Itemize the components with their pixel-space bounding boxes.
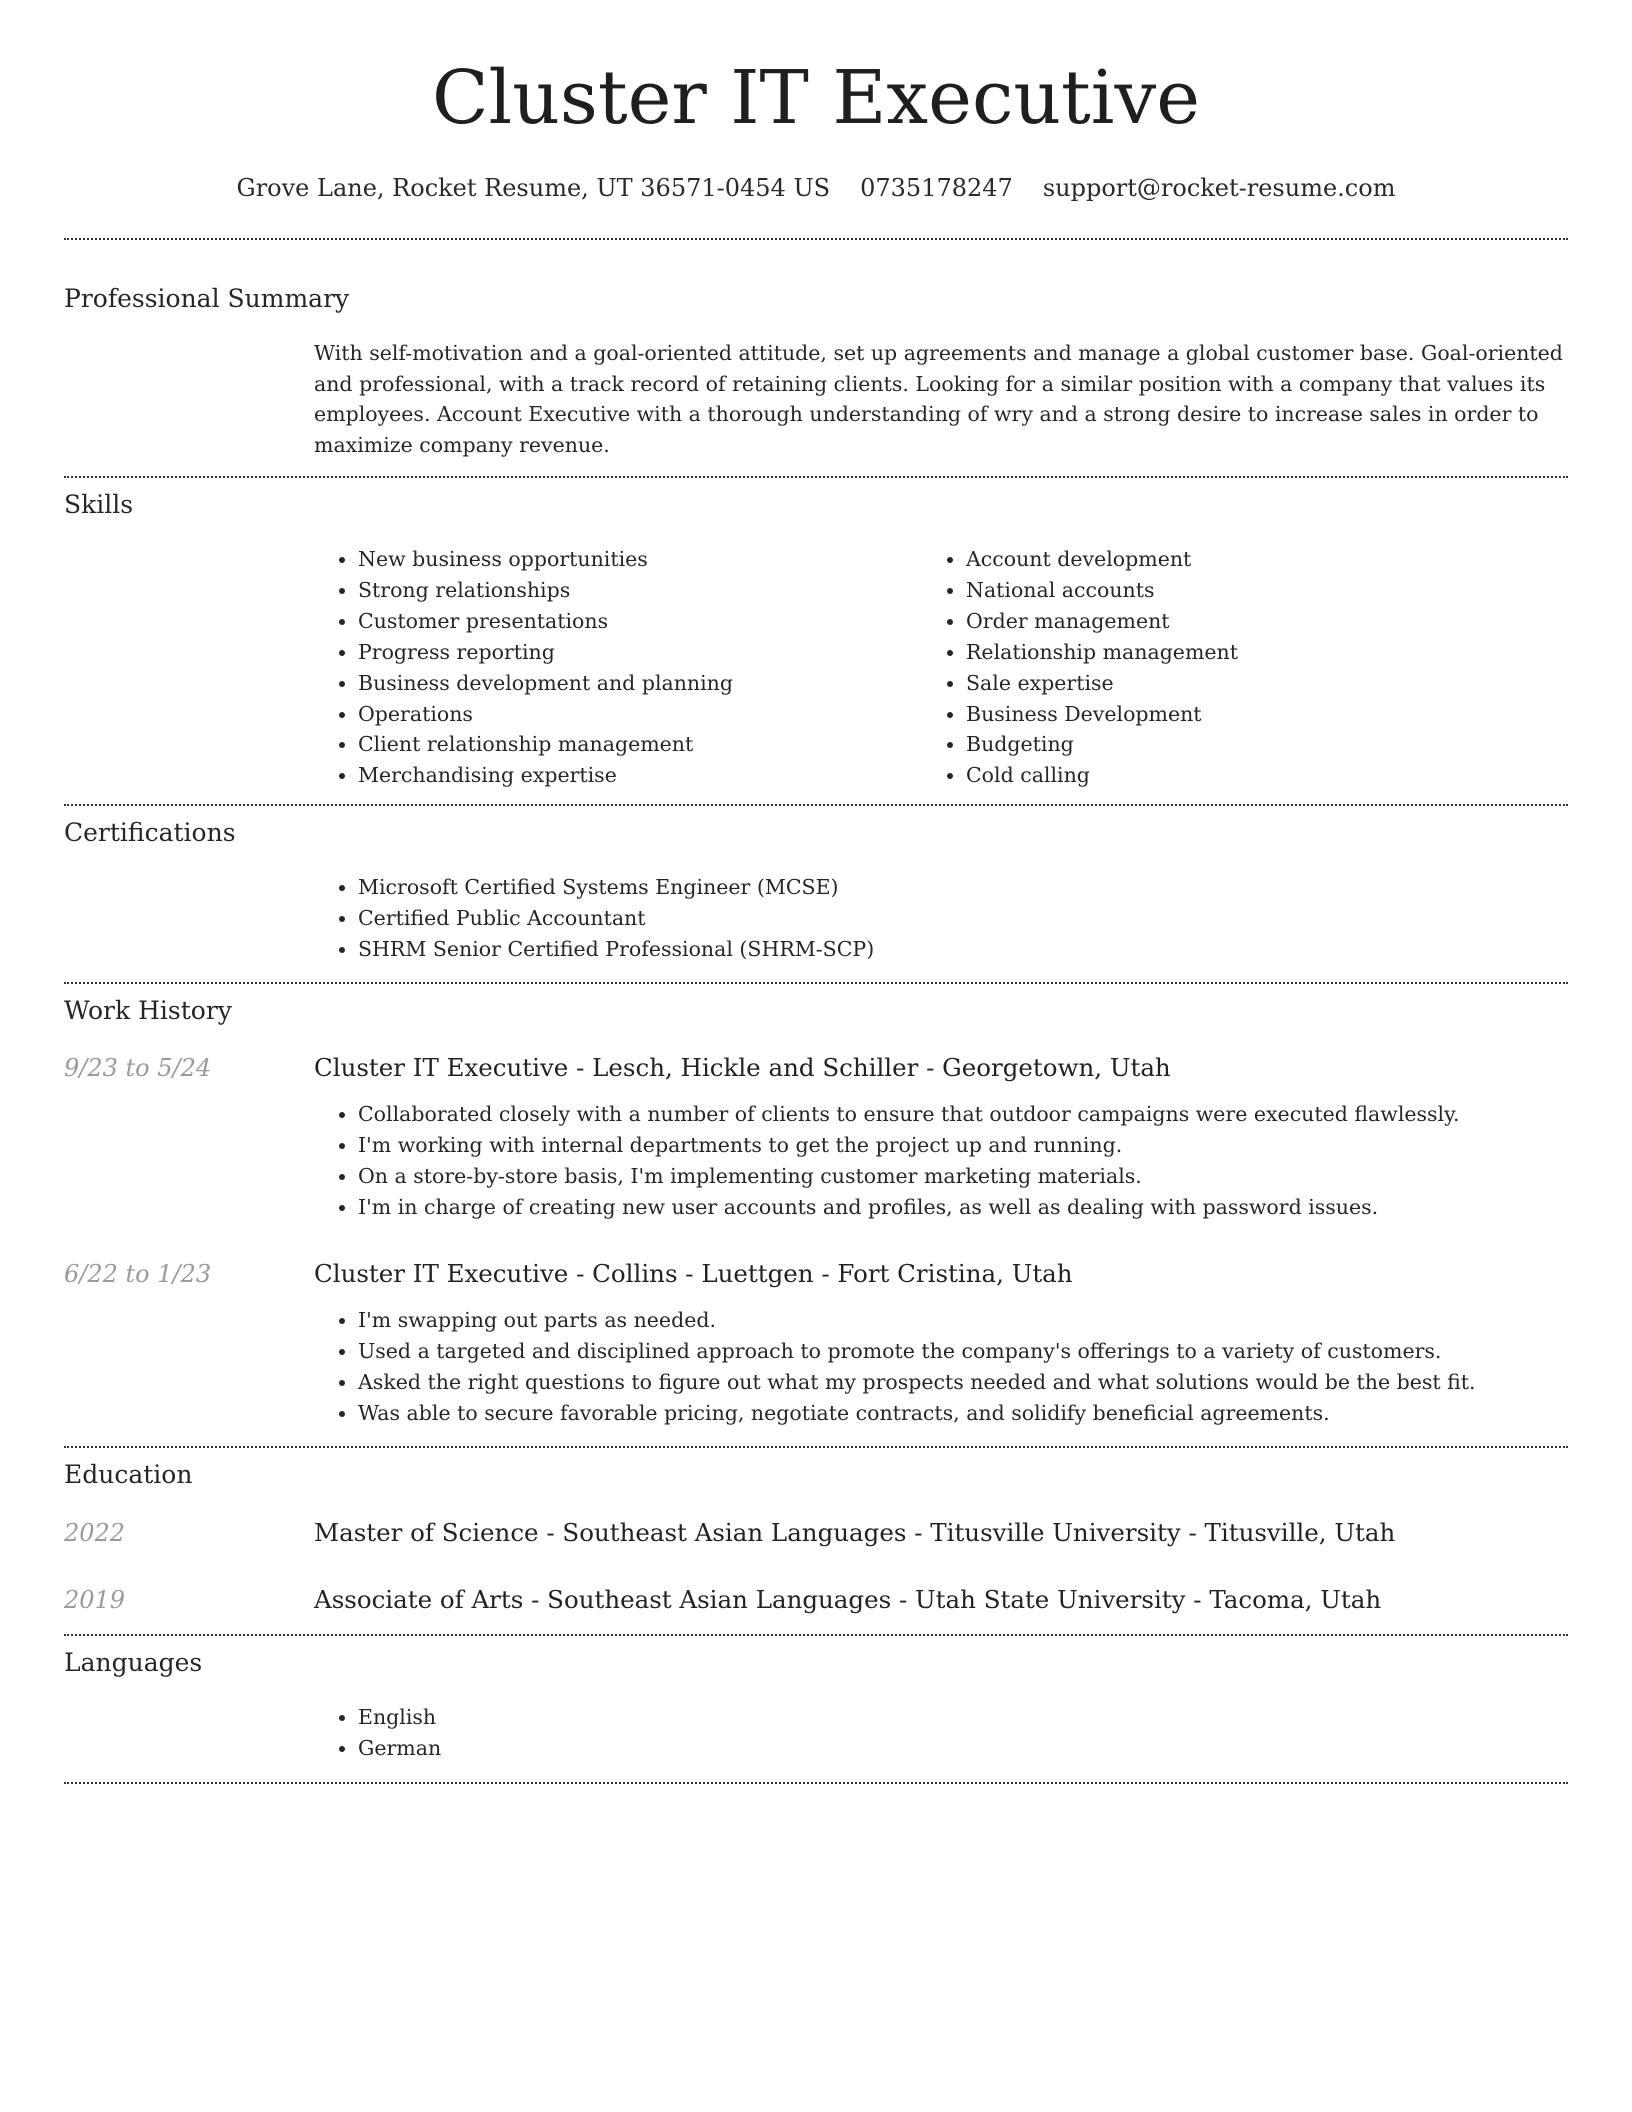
skill-item: • Strong relationships	[358, 575, 874, 606]
skill-item: • Budgeting	[966, 729, 1522, 760]
job-bullet: • Asked the right questions to figure out what my prospects needed and what solutions would be the best fit.	[358, 1367, 1564, 1398]
languages-divider	[64, 1782, 1568, 1784]
languages-section	[314, 1702, 1564, 1764]
job-bullet: • I'm in charge of creating new user accounts and profiles, as well as dealing with password issues.	[358, 1192, 1564, 1223]
education-year: 2019	[64, 1586, 126, 1614]
job-bullet: • Was able to secure favorable pricing, negotiate contracts, and solidify beneficial agreements.	[358, 1398, 1564, 1429]
skill-item: • Merchandising expertise	[358, 760, 874, 791]
job-bullet: • On a store-by-store basis, I'm implementing customer marketing materials.	[358, 1161, 1564, 1192]
job-bullet: • I'm swapping out parts as needed.	[358, 1305, 1564, 1336]
language-item: • English	[358, 1702, 1564, 1733]
certifications-divider	[64, 982, 1568, 984]
summary-heading: Professional Summary	[64, 284, 350, 313]
skill-item: • Order management	[966, 606, 1522, 637]
job-bullet: • I'm working with internal departments to get the project up and running.	[358, 1130, 1564, 1161]
work-history-divider	[64, 1446, 1568, 1448]
job-bullet: • Used a targeted and disciplined approach to promote the company's offerings to a variety of customers.	[358, 1336, 1564, 1367]
skill-item: • Sale expertise	[966, 668, 1522, 699]
skill-item: • Operations	[358, 699, 874, 730]
languages-heading: Languages	[64, 1648, 203, 1677]
skill-item: • New business opportunities	[358, 544, 874, 575]
job-bullet: • Collaborated closely with a number of clients to ensure that outdoor campaigns were executed flawlessly.	[358, 1099, 1564, 1130]
education-divider	[64, 1634, 1568, 1636]
job-dates: 6/22 to 1/23	[64, 1260, 212, 1288]
job-dates: 9/23 to 5/24	[64, 1054, 212, 1082]
certification-item: • Microsoft Certified Systems Engineer (MCSE)	[358, 872, 1564, 903]
education-degree: Associate of Arts - Southeast Asian Languages - Utah State University - Tacoma, Utah	[314, 1585, 1382, 1614]
education-degree: Master of Science - Southeast Asian Languages - Titusville University - Titusville, Utah	[314, 1518, 1396, 1547]
education-year: 2022	[64, 1519, 126, 1547]
skills-divider	[64, 804, 1568, 806]
job-heading: Cluster IT Executive - Collins - Luettgen - Fort Cristina, Utah	[314, 1259, 1073, 1288]
job-heading: Cluster IT Executive - Lesch, Hickle and Schiller - Georgetown, Utah	[314, 1053, 1171, 1082]
header-divider	[64, 238, 1568, 240]
skill-item: • National accounts	[966, 575, 1522, 606]
skills-list-left	[314, 544, 874, 791]
resume-name: Cluster IT Executive	[431, 55, 1201, 141]
language-item: • German	[358, 1733, 1564, 1764]
contact-email: support@rocket-resume.com	[1042, 174, 1396, 202]
job-bullets	[314, 1099, 1564, 1223]
summary-text: With self-motivation and a goal-oriented attitude, set up agreements and manage a global customer base. Goal-oriented and professional, with a track record of retaining clients. Looking for a similar position with a company that values its employees. Account Executive with a thorough understanding of wry and a strong desire to increase sales in order to maximize company revenue.	[314, 341, 1563, 457]
certifications-section	[314, 872, 1564, 965]
certification-item: • Certified Public Accountant	[358, 903, 1564, 934]
skill-item: • Cold calling	[966, 760, 1522, 791]
contact-phone: 0735178247	[860, 174, 1013, 202]
skill-item: • Relationship management	[966, 637, 1522, 668]
skills-list-right	[922, 544, 1522, 791]
skills-heading: Skills	[64, 490, 134, 519]
summary-section	[314, 338, 1564, 460]
skill-item: • Business development and planning	[358, 668, 874, 699]
skill-item: • Customer presentations	[358, 606, 874, 637]
summary-divider	[64, 476, 1568, 478]
skill-item: • Client relationship management	[358, 729, 874, 760]
contact-line	[0, 170, 1632, 206]
certification-item: • SHRM Senior Certified Professional (SHRM-SCP)	[358, 934, 1564, 965]
skill-item: • Account development	[966, 544, 1522, 575]
certifications-heading: Certifications	[64, 818, 236, 847]
job-bullets	[314, 1305, 1564, 1429]
skill-item: • Business Development	[966, 699, 1522, 730]
contact-address: Grove Lane, Rocket Resume, UT 36571-0454 US	[236, 174, 831, 202]
work-history-heading: Work History	[64, 996, 232, 1025]
skill-item: • Progress reporting	[358, 637, 874, 668]
education-heading: Education	[64, 1460, 193, 1489]
